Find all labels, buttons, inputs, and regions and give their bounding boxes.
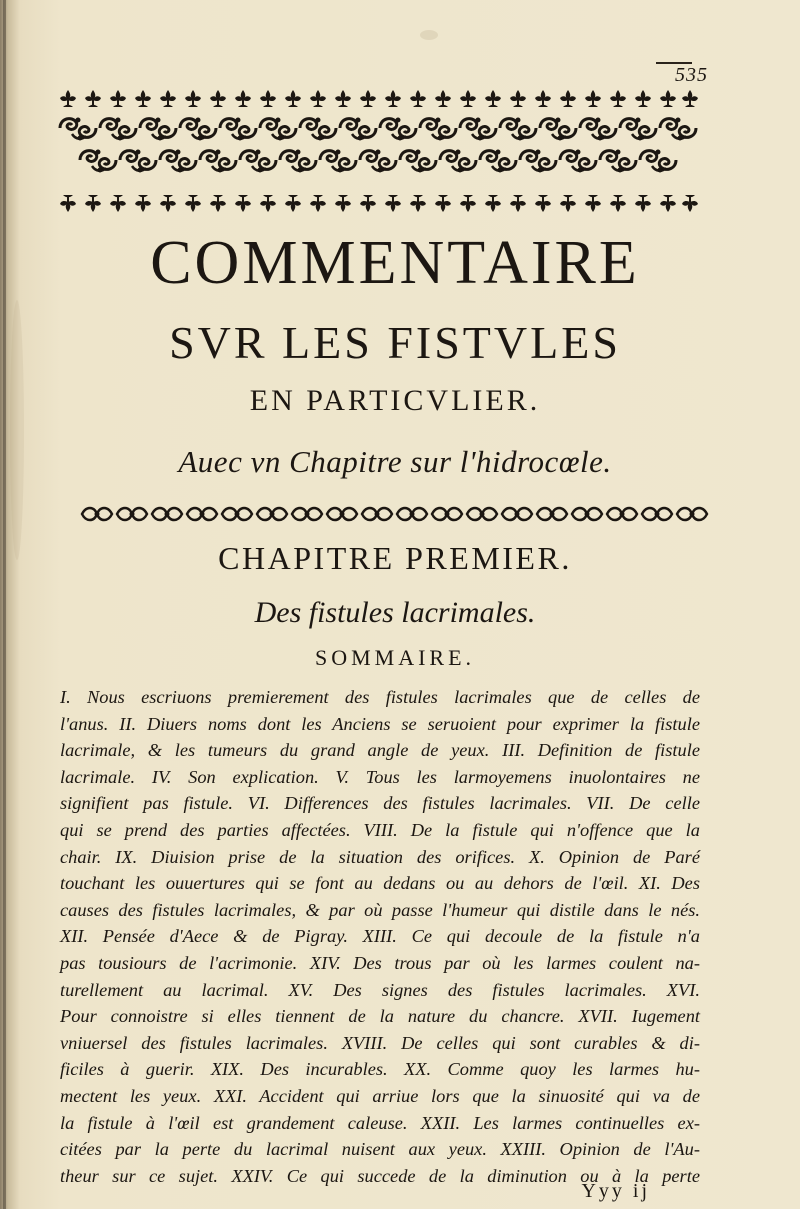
fleuron-row-top <box>60 90 698 107</box>
title-line-2: SVR LES FISTVLES <box>169 317 621 368</box>
summary-line: chair. IX. Diuision prise de la situation des orifices. X. Opinion de Paré <box>60 846 700 867</box>
summary-line: theur sur ce sujet. XXIV. Ce qui succede de la diminution ou à la perte <box>60 1165 700 1186</box>
fleuron-row-bottom <box>60 195 698 212</box>
summary-line: mectent les yeux. XXI. Accident qui arriue lors que la sinuosité qui va de <box>60 1085 700 1106</box>
summary-line: l'anus. II. Diuers noms dont les Anciens se seruoient pour exprimer la fistule <box>60 713 700 734</box>
summary-line: vniuersel des fistules lacrimales. XVIII. De celles qui sont curables & di- <box>60 1032 700 1053</box>
main-title: COMMENTAIRE <box>150 229 640 297</box>
summary-line: touchant les ouuertures qui se font au dedans ou au dehors de l'œil. XI. Des <box>60 873 700 894</box>
divider-ornament <box>80 503 710 525</box>
page-number: 535 <box>675 64 708 86</box>
summary-line: la fistule à l'œil est grandement caleuse. XXII. Les larmes continuelles ex- <box>60 1112 700 1133</box>
summary-line: I. Nous escriuons premierement des fistules lacrimales que de celles de <box>60 687 700 707</box>
summary-line: pas tousiours de l'acrimonie. XIV. Des trous par où les larmes coulent na- <box>60 952 700 973</box>
binding-gutter <box>3 0 6 1209</box>
title-line-3: EN PARTICVLIER. <box>249 384 541 417</box>
summary-line: Pour connoistre si elles tiennent de la nature du chancre. XVII. Iugement <box>60 1006 700 1027</box>
chapter-subtitle: Des fistules lacrimales. <box>254 596 536 629</box>
fleuron-ornament <box>58 88 700 214</box>
fleuron-row-scroll-2 <box>80 150 676 173</box>
summary-line: lacrimale. IV. Son explication. V. Tous les larmoyemens inuolontaires ne <box>60 766 700 787</box>
summary-line: qui se prend des parties affectées. VIII. De la fistule qui n'offence que la <box>60 819 700 840</box>
ornamental-divider <box>80 503 710 525</box>
summary-line: signifient pas fistule. VI. Differences des fistules lacrimales. VII. De celle <box>60 793 700 814</box>
summary-line: turellement au lacrimal. XV. Des signes des fistules lacrimales. XVI. <box>60 979 700 1000</box>
summary-body <box>60 684 700 1189</box>
summary-line: causes des fistules lacrimales, & par où passe l'humeur qui distile dans le nés. <box>60 899 700 920</box>
summary-heading: SOMMAIRE. <box>314 645 476 670</box>
summary-line: XII. Pensée d'Aece & de Pigray. XIII. Ce qui decoule de la fistule n'a <box>60 926 700 947</box>
fleuron-row-scroll-1 <box>60 118 696 141</box>
summary-line: lacrimale, & les tumeurs du grand angle de yeux. III. Definition de fistule <box>60 740 700 761</box>
paper-stain <box>420 30 438 40</box>
chapter-heading: CHAPITRE PREMIER. <box>218 540 572 576</box>
title-line-4: Auec vn Chapitre sur l'hidrocœle. <box>178 444 612 479</box>
summary-line: citées par la perte du lacrimal nuisent aux yeux. XXIII. Opinion de l'Au- <box>60 1139 700 1160</box>
summary-line: ficiles à guerir. XIX. Des incurables. XX. Comme quoy les larmes hu- <box>60 1059 700 1080</box>
paper-stain <box>10 300 24 560</box>
signature-mark: Yyy ij <box>581 1180 650 1202</box>
fleuron-ornament-band <box>58 88 700 214</box>
